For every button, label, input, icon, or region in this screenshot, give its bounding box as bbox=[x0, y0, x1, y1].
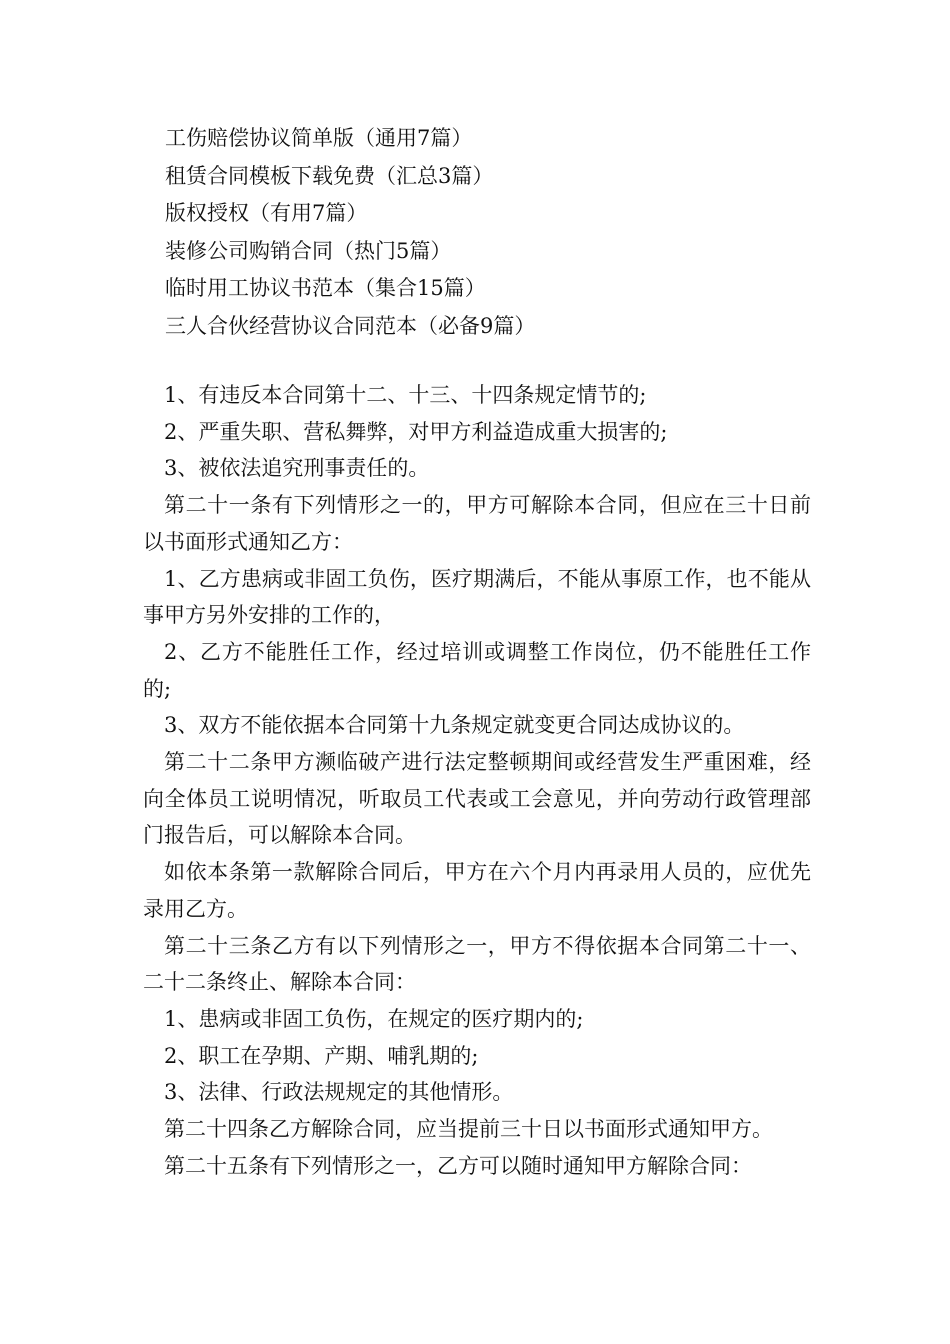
contract-body bbox=[143, 377, 811, 1184]
paragraph: 第二十三条乙方有以下列情形之一，甲方不得依据本合同第二十一、二十二条终止、解除本合同： bbox=[143, 933, 811, 995]
paragraph: 2、乙方不能胜任工作，经过培训或调整工作岗位，仍不能胜任工作的; bbox=[143, 639, 811, 701]
paragraph: 2、严重失职、营私舞弊，对甲方利益造成重大损害的; bbox=[164, 419, 668, 444]
paragraph: 第二十四条乙方解除合同，应当提前三十日以书面形式通知甲方。 bbox=[164, 1117, 773, 1142]
related-article-link[interactable]: 工伤赔偿协议简单版（通用7篇） bbox=[165, 126, 473, 150]
related-article-link[interactable]: 临时用工协议书范本（集合15篇） bbox=[165, 276, 486, 300]
paragraph: 3、被依法追究刑事责任的。 bbox=[164, 456, 430, 481]
paragraph: 如依本条第一款解除合同后，甲方在六个月内再录用人员的，应优先录用乙方。 bbox=[143, 860, 811, 921]
paragraph: 第二十一条有下列情形之一的，甲方可解除本合同，但应在三十日前以书面形式通知乙方： bbox=[143, 493, 811, 554]
paragraph: 第二十五条有下列情形之一，乙方可以随时通知甲方解除合同： bbox=[164, 1153, 752, 1178]
paragraph: 1、乙方患病或非固工负伤，医疗期满后，不能从事原工作，也不能从事甲方另外安排的工作的， bbox=[143, 566, 811, 628]
paragraph: 2、职工在孕期、产期、哺乳期的; bbox=[164, 1043, 479, 1068]
paragraph: 第二十二条甲方濒临破产进行法定整顿期间或经营发生严重困难，经向全体员工说明情况，听取员工代表或工会意见，并向劳动行政管理部门报告后，可以解除本合同。 bbox=[143, 750, 811, 848]
related-article-link[interactable]: 版权授权（有用7篇） bbox=[165, 201, 368, 225]
paragraph: 1、有违反本合同第十二、十三、十四条规定情节的; bbox=[164, 383, 647, 407]
paragraph: 3、法律、行政法规规定的其他情形。 bbox=[164, 1080, 514, 1105]
related-article-link[interactable]: 装修公司购销合同（热门5篇） bbox=[165, 238, 452, 263]
paragraph: 1、患病或非固工负伤，在规定的医疗期内的; bbox=[164, 1006, 584, 1031]
related-articles-list bbox=[165, 120, 535, 345]
paragraph: 3、双方不能依据本合同第十九条规定就变更合同达成协议的。 bbox=[164, 713, 745, 738]
related-article-link[interactable]: 三人合伙经营协议合同范本（必备9篇） bbox=[165, 313, 536, 338]
related-article-link[interactable]: 租赁合同模板下载免费（汇总3篇） bbox=[165, 163, 494, 188]
